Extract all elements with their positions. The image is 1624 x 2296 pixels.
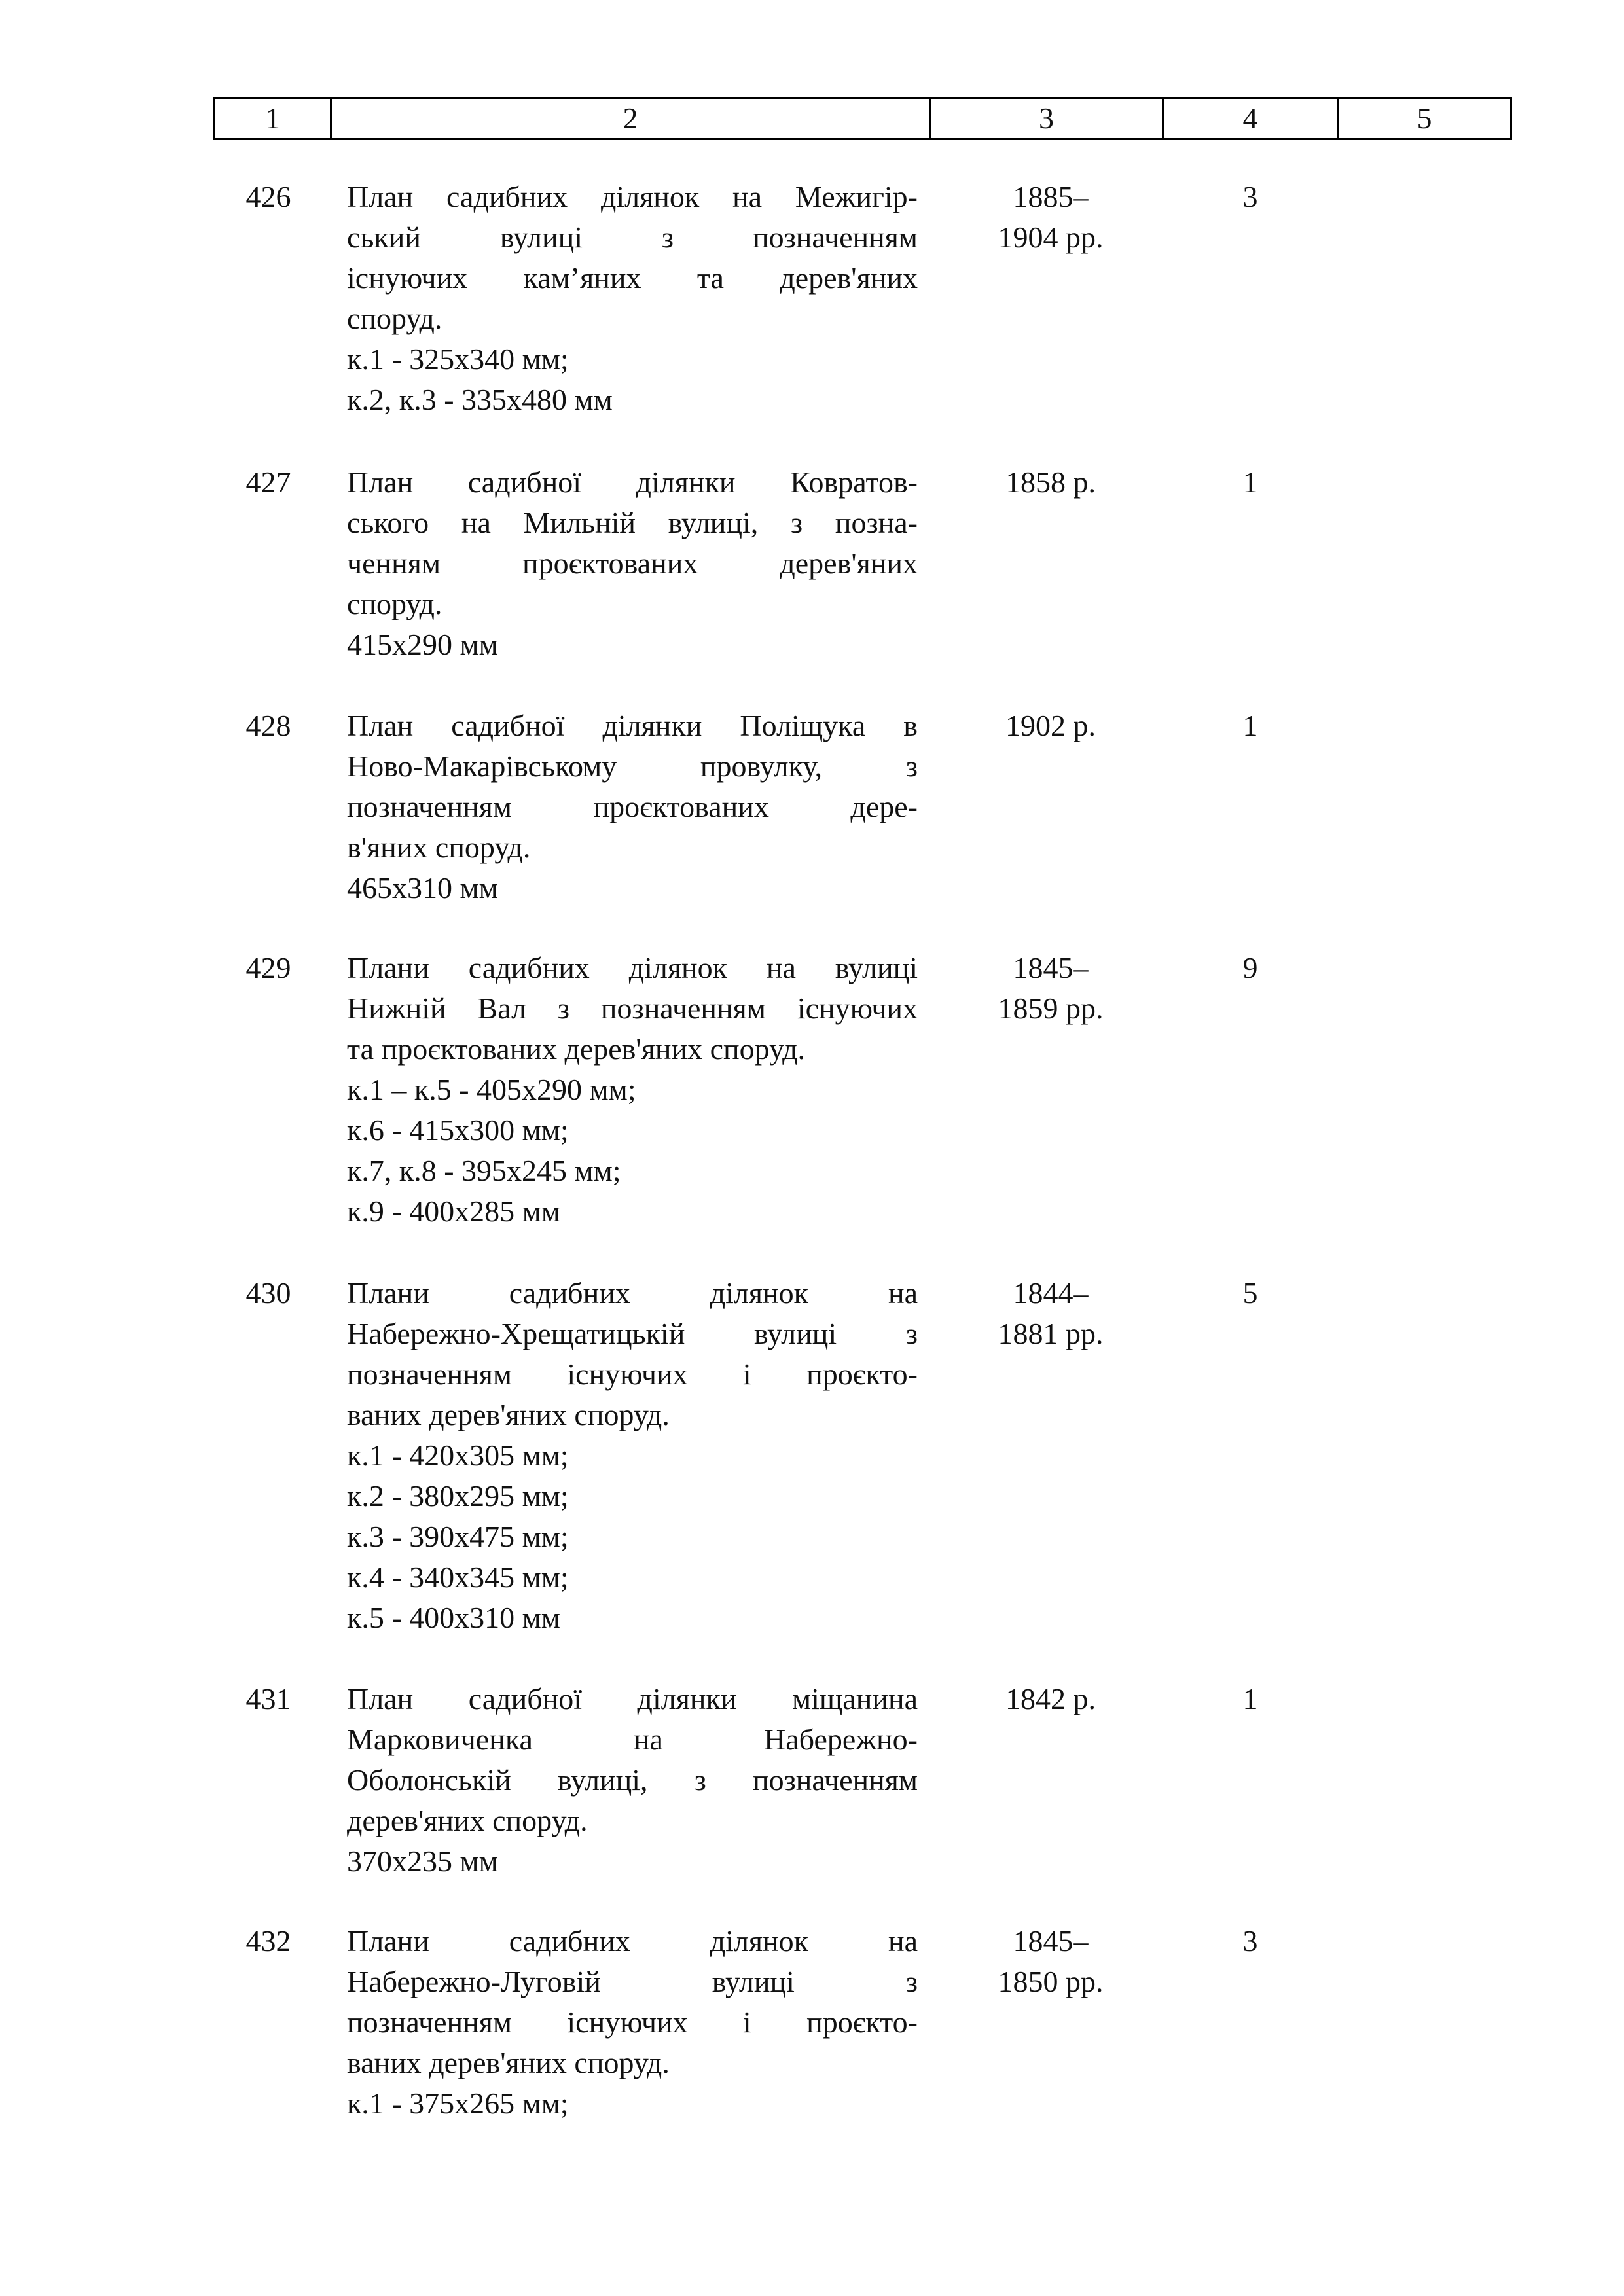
description-line: Набережно-Луговій вулиці з [347, 1965, 918, 1998]
catalog-entry [0, 706, 1624, 905]
description-line: Плани садибних ділянок на [347, 1276, 918, 1310]
entry-number: 429 [245, 951, 291, 984]
date-line: 1881 рр. [998, 1317, 1104, 1350]
entry-sheet-count: 1 [1242, 709, 1258, 742]
description-line: Нижній Вал з позначенням існуючих [347, 992, 918, 1025]
dimension-line: 415х290 мм [347, 628, 498, 661]
column-header-4: 4 [1164, 99, 1339, 138]
description-line: Плани садибних ділянок на вулиці [347, 951, 918, 984]
entry-date [943, 462, 1159, 503]
column-header-3: 3 [931, 99, 1164, 138]
description-line: ченням проєктованих дерев'яних [347, 547, 918, 580]
description-line: Набережно-Хрещатицькій вулиці з [347, 1317, 918, 1350]
entry-number: 427 [245, 465, 291, 499]
date-line: 1859 рр. [998, 992, 1104, 1025]
entry-description [347, 177, 918, 420]
entry-number: 432 [245, 1924, 291, 1958]
date-line: 1844– [1013, 1276, 1089, 1310]
entry-date [943, 1679, 1159, 1719]
description-line: існуючих кам’яних та дерев'яних [347, 261, 918, 295]
entry-description [347, 1921, 918, 2124]
date-line: 1845– [1013, 1924, 1089, 1958]
description-line: позначенням проєктованих дере- [347, 790, 918, 823]
entry-date [943, 1921, 1159, 2002]
entry-sheet-count: 1 [1242, 1682, 1258, 1715]
catalog-entry [0, 462, 1624, 661]
catalog-entry [0, 1273, 1624, 1634]
dimension-line: к.1 - 420х305 мм; [347, 1439, 569, 1472]
description-line: Оболонській вулиці, з позначенням [347, 1763, 918, 1797]
description-line: та проєктованих дерев'яних споруд. [347, 1032, 806, 1066]
catalog-entry [0, 1679, 1624, 1878]
entry-sheet-count: 3 [1242, 1924, 1258, 1958]
description-line: споруд. [347, 302, 442, 335]
description-line: ваних дерев'яних споруд. [347, 1398, 670, 1431]
description-line: Плани садибних ділянок на [347, 1924, 918, 1958]
entry-number: 426 [245, 180, 291, 213]
date-line: 1850 рр. [998, 1965, 1104, 1998]
entry-sheet-count: 1 [1242, 465, 1258, 499]
entry-number: 430 [245, 1276, 291, 1310]
entry-sheet-count: 3 [1242, 180, 1258, 213]
dimension-line: 370х235 мм [347, 1844, 498, 1878]
date-line: 1885– [1013, 180, 1089, 213]
dimension-line: к.1 - 375х265 мм; [347, 2087, 569, 2120]
description-line: ського на Мильній вулиці, з позна- [347, 506, 918, 539]
description-line: Марковиченка на Набережно- [347, 1723, 918, 1756]
dimension-line: к.6 - 415х300 мм; [347, 1113, 569, 1147]
dimension-line: к.1 – к.5 - 405х290 мм; [347, 1073, 636, 1106]
dimension-line: к.1 - 325х340 мм; [347, 342, 569, 376]
date-line: 1902 р. [1005, 709, 1096, 742]
date-line: 1845– [1013, 951, 1089, 984]
entry-description [347, 462, 918, 665]
dimension-line: к.5 - 400х310 мм [347, 1601, 560, 1634]
date-line: 1842 р. [1005, 1682, 1096, 1715]
date-line: 1904 рр. [998, 221, 1104, 254]
catalog-entry [0, 948, 1624, 1228]
entry-sheet-count: 9 [1242, 951, 1258, 984]
dimension-line: к.2 - 380х295 мм; [347, 1479, 569, 1513]
description-line: ський вулиці з позначенням [347, 221, 918, 254]
entry-number: 431 [245, 1682, 291, 1715]
entry-date [943, 706, 1159, 746]
description-line: План садибних ділянок на Межигір- [347, 180, 918, 213]
entry-sheet-count: 5 [1242, 1276, 1258, 1310]
entry-date [943, 177, 1159, 258]
description-line: споруд. [347, 587, 442, 620]
entry-number: 428 [245, 709, 291, 742]
description-line: ваних дерев'яних споруд. [347, 2046, 670, 2079]
description-line: План садибної ділянки міщанина [347, 1682, 918, 1715]
entry-date [943, 948, 1159, 1029]
column-header-table [213, 97, 1512, 140]
date-line: 1858 р. [1005, 465, 1096, 499]
column-header-1: 1 [215, 99, 332, 138]
dimension-line: к.7, к.8 - 395х245 мм; [347, 1154, 621, 1187]
dimension-line: к.9 - 400х285 мм [347, 1194, 560, 1228]
column-header-2: 2 [332, 99, 931, 138]
entry-description [347, 1273, 918, 1638]
description-line: позначенням існуючих і проєкто- [347, 1357, 918, 1391]
description-line: дерев'яних споруд. [347, 1804, 588, 1837]
entry-description [347, 948, 918, 1232]
dimension-line: к.3 - 390х475 мм; [347, 1520, 569, 1553]
entry-date [943, 1273, 1159, 1354]
column-header-5: 5 [1416, 101, 1432, 135]
entry-description [347, 706, 918, 908]
entry-description [347, 1679, 918, 1882]
dimension-line: к.4 - 340х345 мм; [347, 1560, 569, 1594]
description-line: Ново-Макарівському провулку, з [347, 749, 918, 783]
catalog-entry [0, 1921, 1624, 2120]
description-line: позначенням існуючих і проєкто- [347, 2005, 918, 2039]
dimension-line: к.2, к.3 - 335х480 мм [347, 383, 613, 416]
description-line: План садибної ділянки Ковратов- [347, 465, 918, 499]
description-line: План садибної ділянки Поліщука в [347, 709, 918, 742]
description-line: в'яних споруд. [347, 831, 531, 864]
dimension-line: 465х310 мм [347, 871, 498, 905]
catalog-entry [0, 177, 1624, 416]
